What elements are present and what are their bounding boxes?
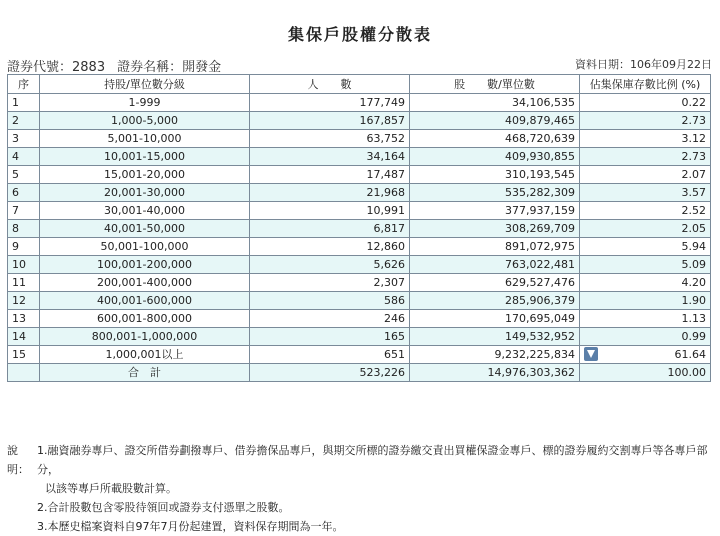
row-shares — [410, 148, 580, 166]
row-holders — [250, 94, 410, 112]
row-shares-text: 308,269,709 — [505, 222, 575, 235]
row-shares — [410, 310, 580, 328]
row-shares-text: 9,232,225,834 — [494, 348, 575, 361]
row-shares — [410, 94, 580, 112]
row-percent-text: 2.07 — [681, 168, 706, 181]
row-range — [40, 130, 250, 148]
row-shares-text: 891,072,975 — [505, 240, 575, 253]
row-shares-text: 468,720,639 — [505, 132, 575, 145]
table-row — [8, 310, 711, 328]
table-row — [8, 166, 711, 184]
row-holders — [250, 346, 410, 364]
row-holders-text: 10,991 — [366, 204, 405, 217]
row-percent — [580, 220, 711, 238]
header-range: 持股/單位數分級 — [40, 75, 250, 94]
row-seq — [8, 220, 40, 238]
note-2: 2.合計股數包含零股待領回或證券支付憑單之股數。 — [37, 501, 290, 514]
table-row — [8, 274, 711, 292]
table-row — [8, 292, 711, 310]
row-seq — [8, 130, 40, 148]
page-title: 集保戶股權分散表 — [287, 25, 432, 44]
row-seq-text: 13 — [12, 312, 26, 325]
row-shares — [410, 130, 580, 148]
down-arrow-icon[interactable] — [584, 347, 598, 361]
total-label: 合 計 — [40, 364, 250, 382]
row-range-text: 800,001-1,000,000 — [91, 330, 198, 343]
row-seq — [8, 112, 40, 130]
row-percent — [580, 202, 711, 220]
row-holders — [250, 184, 410, 202]
total-holders: 523,226 — [250, 364, 410, 382]
table-row — [8, 220, 711, 238]
table-row — [8, 148, 711, 166]
row-percent-text: 5.09 — [681, 258, 706, 271]
table-row — [8, 346, 711, 364]
row-holders — [250, 292, 410, 310]
row-seq-text: 5 — [12, 168, 19, 181]
row-holders-text: 17,487 — [366, 168, 405, 181]
row-holders — [250, 112, 410, 130]
row-holders-text: 651 — [384, 348, 405, 361]
row-percent-text: 2.52 — [681, 204, 706, 217]
row-percent — [580, 310, 711, 328]
note-3: 3.本歷史檔案資料自97年7月份起建置，資料保存期間為一年。 — [37, 520, 344, 533]
row-holders-text: 5,626 — [373, 258, 405, 271]
row-seq-text: 14 — [12, 330, 26, 343]
row-holders-text: 6,817 — [373, 222, 405, 235]
row-shares-text: 409,879,465 — [505, 114, 575, 127]
row-range-text: 200,001-400,000 — [97, 276, 192, 289]
row-shares-text: 149,532,952 — [505, 330, 575, 343]
row-seq — [8, 274, 40, 292]
row-shares-text: 170,695,049 — [505, 312, 575, 325]
row-range-text: 15,001-20,000 — [104, 168, 185, 181]
row-range — [40, 238, 250, 256]
notes-label: 說明： — [7, 444, 29, 476]
row-seq-text: 3 — [12, 132, 19, 145]
row-range-text: 40,001-50,000 — [104, 222, 185, 235]
row-seq-text: 12 — [12, 294, 26, 307]
row-range — [40, 256, 250, 274]
row-seq — [8, 238, 40, 256]
row-holders — [250, 328, 410, 346]
row-seq-text: 1 — [12, 96, 19, 109]
row-range — [40, 220, 250, 238]
notes — [7, 441, 713, 536]
row-holders-text: 165 — [384, 330, 405, 343]
row-shares-text: 409,930,855 — [505, 150, 575, 163]
row-shares — [410, 166, 580, 184]
row-seq — [8, 346, 40, 364]
row-holders-text: 586 — [384, 294, 405, 307]
row-shares — [410, 256, 580, 274]
row-shares-text: 535,282,309 — [505, 186, 575, 199]
row-percent — [580, 184, 711, 202]
table-row — [8, 256, 711, 274]
row-range — [40, 148, 250, 166]
row-holders — [250, 238, 410, 256]
row-shares-text: 629,527,476 — [505, 276, 575, 289]
row-seq — [8, 148, 40, 166]
row-seq-text: 10 — [12, 258, 26, 271]
row-seq-text: 4 — [12, 150, 19, 163]
row-seq — [8, 94, 40, 112]
row-holders — [250, 130, 410, 148]
table-row — [8, 112, 711, 130]
row-holders — [250, 148, 410, 166]
row-range-text: 1,000-5,000 — [111, 114, 178, 127]
row-shares — [410, 202, 580, 220]
row-percent — [580, 238, 711, 256]
row-percent-text: 5.94 — [681, 240, 706, 253]
row-shares — [410, 184, 580, 202]
header-seq: 序 — [8, 75, 40, 94]
row-shares-text: 34,106,535 — [512, 96, 575, 109]
row-shares — [410, 328, 580, 346]
row-seq-text: 7 — [12, 204, 19, 217]
row-holders — [250, 202, 410, 220]
row-range-text: 30,001-40,000 — [104, 204, 185, 217]
row-holders-text: 167,857 — [359, 114, 405, 127]
row-percent — [580, 346, 711, 364]
row-holders-text: 246 — [384, 312, 405, 325]
table-row — [8, 130, 711, 148]
stock-name: 證券名稱：開發金 — [117, 60, 222, 75]
row-range — [40, 310, 250, 328]
row-shares — [410, 238, 580, 256]
row-seq-text: 2 — [12, 114, 19, 127]
row-range-text: 50,001-100,000 — [100, 240, 189, 253]
row-percent-text: 0.22 — [681, 96, 706, 109]
table-row — [8, 202, 711, 220]
row-holders — [250, 220, 410, 238]
row-range — [40, 166, 250, 184]
row-range — [40, 346, 250, 364]
row-seq — [8, 256, 40, 274]
row-range — [40, 94, 250, 112]
row-shares — [410, 274, 580, 292]
total-percent: 100.00 — [580, 364, 711, 382]
note-1-cont: 以該等專戶所載股數計算。 — [45, 482, 177, 495]
table-row — [8, 94, 711, 112]
table-row — [8, 328, 711, 346]
row-shares — [410, 292, 580, 310]
row-seq — [8, 292, 40, 310]
table-header-row — [8, 75, 711, 94]
total-row — [8, 364, 711, 382]
row-seq-text: 11 — [12, 276, 26, 289]
row-holders — [250, 166, 410, 184]
total-seq — [8, 364, 40, 382]
row-percent — [580, 148, 711, 166]
row-holders-text: 177,749 — [359, 96, 405, 109]
row-holders — [250, 256, 410, 274]
row-percent-text: 2.05 — [681, 222, 706, 235]
row-percent-text: 3.12 — [681, 132, 706, 145]
stock-info — [7, 56, 221, 75]
row-seq — [8, 184, 40, 202]
shareholding-table — [7, 74, 711, 382]
row-range — [40, 274, 250, 292]
note-1: 1.融資融券專戶、證交所借券劃撥專戶、借券擔保品專戶，與期交所標的證券繳交責出買權保證金專戶、標的證券履約交割專戶等各專戶部分， — [37, 444, 708, 476]
row-percent-text: 3.57 — [681, 186, 706, 199]
header-shares: 股 數/單位數 — [410, 75, 580, 94]
row-percent-text: 1.13 — [681, 312, 706, 325]
row-shares-text: 285,906,379 — [505, 294, 575, 307]
row-shares — [410, 220, 580, 238]
row-holders — [250, 274, 410, 292]
row-percent — [580, 256, 711, 274]
row-seq — [8, 310, 40, 328]
row-percent — [580, 112, 711, 130]
row-holders-text: 2,307 — [373, 276, 405, 289]
row-percent — [580, 274, 711, 292]
stock-code: 證券代號：2883 — [7, 60, 106, 75]
row-percent — [580, 292, 711, 310]
row-percent-text: 1.90 — [681, 294, 706, 307]
row-range — [40, 328, 250, 346]
header-percent: 佔集保庫存數比例 (%) — [580, 75, 711, 94]
row-range — [40, 184, 250, 202]
row-shares-text: 763,022,481 — [505, 258, 575, 271]
row-holders — [250, 310, 410, 328]
row-percent-text: 4.20 — [681, 276, 706, 289]
row-range — [40, 112, 250, 130]
row-range-text: 5,001-10,000 — [107, 132, 182, 145]
total-shares: 14,976,303,362 — [410, 364, 580, 382]
row-range-text: 1-999 — [128, 96, 161, 109]
row-percent-text: 2.73 — [681, 114, 706, 127]
row-holders-text: 63,752 — [366, 132, 405, 145]
row-seq — [8, 202, 40, 220]
header-holders: 人 數 — [250, 75, 410, 94]
table-row — [8, 184, 711, 202]
row-percent-text: 61.64 — [674, 348, 706, 361]
row-seq-text: 8 — [12, 222, 19, 235]
row-range — [40, 292, 250, 310]
row-range-text: 400,001-600,000 — [97, 294, 192, 307]
row-seq-text: 6 — [12, 186, 19, 199]
row-shares-text: 310,193,545 — [505, 168, 575, 181]
row-range-text: 1,000,001以上 — [105, 348, 184, 361]
row-range-text: 20,001-30,000 — [104, 186, 185, 199]
data-date: 資料日期：106年09月22日 — [575, 58, 712, 71]
row-shares — [410, 112, 580, 130]
row-range-text: 10,001-15,000 — [104, 150, 185, 163]
row-holders-text: 12,860 — [366, 240, 405, 253]
row-holders-text: 21,968 — [366, 186, 405, 199]
row-shares — [410, 346, 580, 364]
row-percent-text: 0.99 — [681, 330, 706, 343]
row-percent-text: 2.73 — [681, 150, 706, 163]
row-range-text: 100,001-200,000 — [97, 258, 192, 271]
row-range — [40, 202, 250, 220]
row-seq — [8, 328, 40, 346]
row-seq-text: 9 — [12, 240, 19, 253]
row-holders-text: 34,164 — [366, 150, 405, 163]
row-range-text: 600,001-800,000 — [97, 312, 192, 325]
row-percent — [580, 130, 711, 148]
row-percent — [580, 94, 711, 112]
row-seq-text: 15 — [12, 348, 26, 361]
row-shares-text: 377,937,159 — [505, 204, 575, 217]
row-percent — [580, 328, 711, 346]
table-row — [8, 238, 711, 256]
row-percent — [580, 166, 711, 184]
row-seq — [8, 166, 40, 184]
